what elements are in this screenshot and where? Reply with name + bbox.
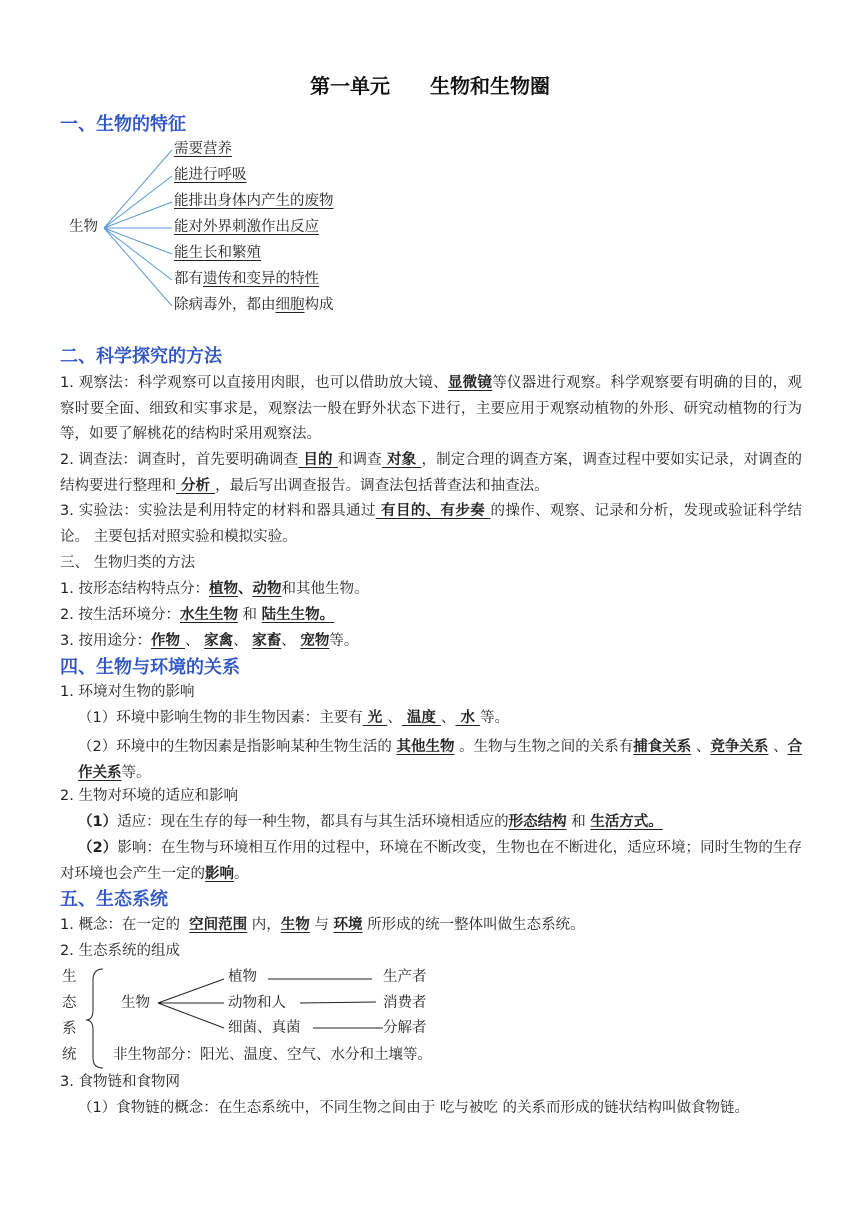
section-heading-2: 二、科学探究的方法: [60, 346, 222, 367]
ecosystem-side-char: 系: [62, 1021, 77, 1037]
ecosystem-concept-line: 1. 概念：在一定的 空间范围 内，生物 与 环境 所形成的统一整体叫做生态系统。: [60, 917, 585, 933]
fan-line: [104, 202, 172, 228]
section-heading-4: 四、生物与环境的关系: [60, 657, 240, 678]
survey-paragraph: 2. 调查法：调查时，首先要明确调查 目的 和调查 对象 ，制定合理的调查方案，调查过程中要如实记录，对调查的结构要进行整理和 分析 ，最后写出调查报告。调查法包括普查法和抽查法。: [60, 452, 803, 494]
classify-line-1: 1. 按形态结构特点分：植物、动物和其他生物。: [60, 581, 369, 597]
characteristic-item: 需要营养: [174, 141, 232, 157]
ecosystem-role: 消费者: [383, 995, 427, 1011]
bio-branch-line: [158, 979, 224, 1003]
fan-line: [104, 228, 172, 280]
consumer-link-line: [300, 1002, 376, 1003]
characteristic-item: 能对外界刺激作出反应: [174, 219, 319, 235]
characteristic-item: 都有遗传和变异的特性: [174, 271, 319, 287]
env-sub-1: 1. 环境对生物的影响: [60, 684, 195, 700]
ecosystem-brace: [86, 969, 103, 1068]
ecosystem-organism: 植物: [228, 969, 257, 985]
env-sub-2: 2. 生物对环境的适应和影响: [60, 788, 238, 804]
ecosystem-side-char: 统: [62, 1047, 77, 1063]
characteristic-item: 除病毒外，都由细胞构成: [174, 297, 334, 313]
abiotic-line: （1）环境中影响生物的非生物因素：主要有 光 、 温度 、 水 等。: [78, 710, 510, 726]
ecosystem-side-char: 态: [62, 995, 77, 1011]
characteristic-item: 能生长和繁殖: [174, 245, 261, 261]
fan-line: [104, 228, 172, 306]
ecosystem-organism: 细菌、真菌: [228, 1020, 301, 1036]
influence-paragraph: （2）影响：在生物与环境相互作用的过程中，环境在不断改变，生物也在不断进化，适应环境；同时生物的生存对环境也会产生一定的影响。: [60, 840, 803, 882]
classify-line-2: 2. 按生活环境分：水生生物 和 陆生生物。: [60, 607, 335, 623]
experiment-paragraph: 3. 实验法：实验法是利用特定的材料和器具通过 有目的、有步奏 的操作、观察、记录和分析，发现或验证科学结论。 主要包括对照实验和模拟实验。: [60, 503, 802, 545]
ecosystem-role: 生产者: [383, 969, 427, 985]
characteristic-item: 能进行呼吸: [174, 167, 247, 183]
fan-line: [104, 150, 172, 228]
ecosystem-bio-label: 生物: [121, 995, 150, 1011]
food-chain-paragraph: （1）食物链的概念：在生态系统中，不同生物之间由于 吃与被吃 的关系而形成的链状结构叫做食物链。: [78, 1100, 749, 1116]
ecosystem-nonbio: 非生物部分：阳光、温度、空气、水分和土壤等。: [113, 1047, 432, 1063]
section-heading-3: 三、 生物归类的方法: [60, 555, 196, 571]
bio-branch-line: [158, 1003, 224, 1028]
fan-line: [104, 228, 172, 254]
section-heading-1: 一、生物的特征: [60, 114, 186, 135]
adaptation-line: （1）适应：现在生存的每一种生物，都具有与其生活环境相适应的形态结构 和 生活方式。: [78, 814, 663, 830]
characteristics-root: 生物: [69, 219, 98, 235]
biotic-paragraph: （2）环境中的生物因素是指影响某种生物生活的 其他生物 。生物与生物之间的关系有捕食关系 、竞争关系 、合作关系等。: [78, 739, 803, 781]
section-heading-5: 五、生态系统: [60, 889, 168, 910]
food-chain-sub: 3. 食物链和食物网: [60, 1074, 180, 1090]
ecosystem-side-char: 生: [62, 969, 77, 985]
classify-line-3: 3. 按用途分：作物 、 家禽、 家畜、 宠物等。: [60, 633, 359, 649]
fan-line: [104, 176, 172, 228]
page-title: 第一单元 生物和生物圈: [310, 74, 550, 98]
observation-paragraph: 1. 观察法：科学观察可以直接用肉眼，也可以借助放大镜、显微镜等仪器进行观察。科学观察要有明确的目的，观察时要全面、细致和实事求是，观察法一般在野外状态下进行，主要应用于观察动植物的外形、研究动植物的行为等，如要了解桃花的结构时采用观察法。: [60, 375, 803, 442]
characteristic-item: 能排出身体内产生的废物: [174, 193, 334, 209]
ecosystem-organism: 动物和人: [228, 995, 286, 1011]
ecosystem-sub-2: 2. 生态系统的组成: [60, 943, 180, 959]
ecosystem-role: 分解者: [383, 1020, 427, 1036]
